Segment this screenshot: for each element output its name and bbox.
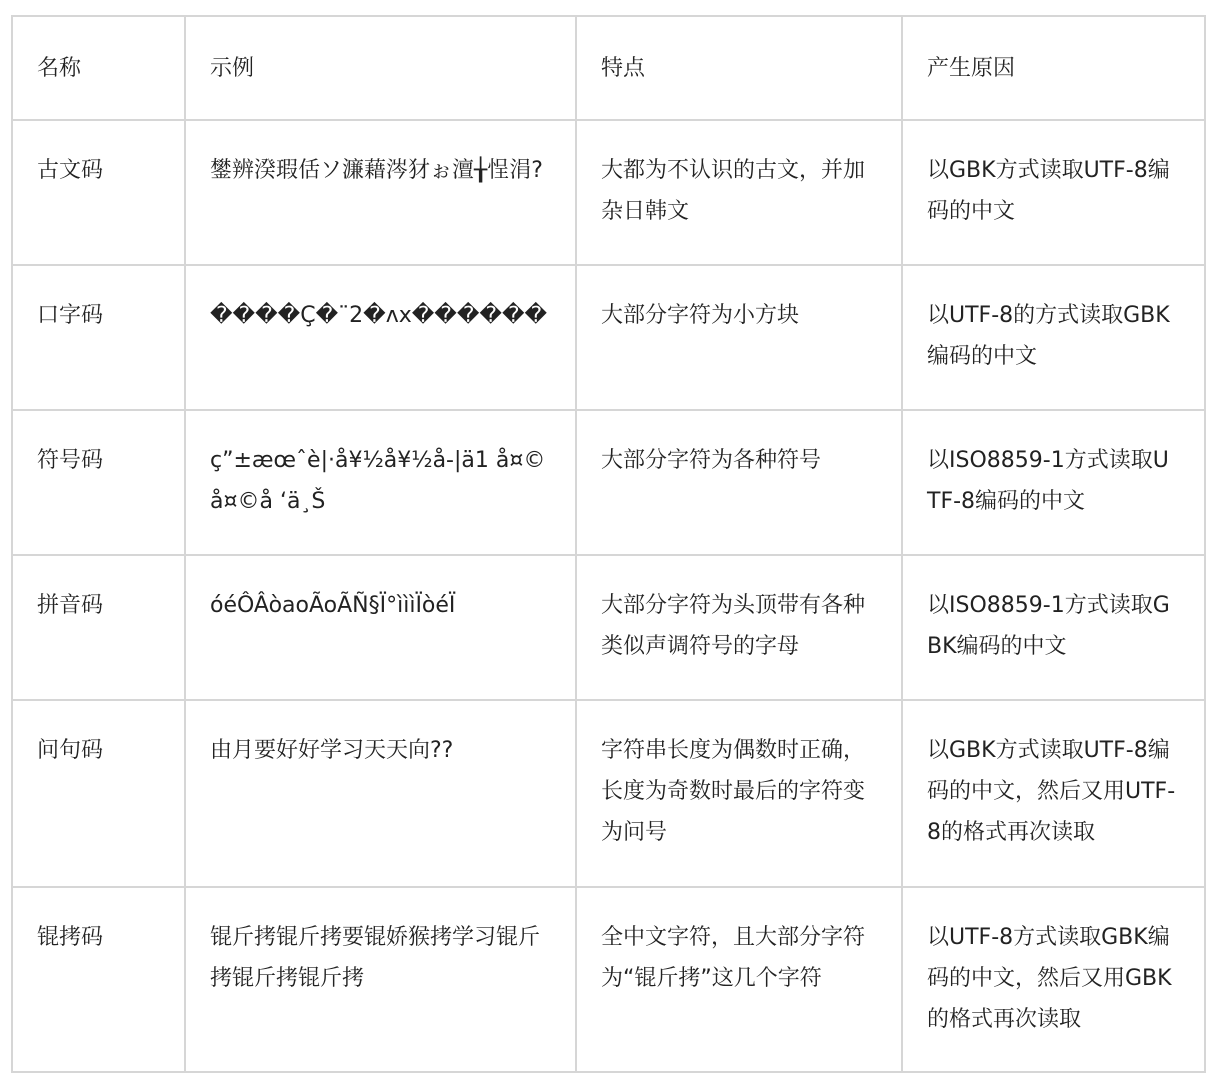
cell-name: 拼音码 [12, 555, 185, 700]
cell-example: ����Ç�¨2�ʌx������ [185, 265, 576, 410]
cell-feature: 大部分字符为小方块 [576, 265, 902, 410]
table-row [12, 265, 1205, 410]
cell-cause: 以UTF-8的方式读取GBK编码的中文 [902, 265, 1205, 410]
cell-feature: 全中文字符，且大部分字符为“锟斤拷”这几个字符 [576, 887, 902, 1072]
table-row [12, 120, 1205, 265]
cell-example: 鐢辨湀瑕佸ソ濂藉涔犲ぉ澶╁悜涓? [185, 120, 576, 265]
cell-feature: 大部分字符为头顶带有各种类似声调符号的字母 [576, 555, 902, 700]
table-header-row [12, 16, 1205, 120]
header-name: 名称 [12, 16, 185, 120]
cell-cause: 以GBK方式读取UTF-8编码的中文，然后又用UTF-8的格式再次读取 [902, 700, 1205, 887]
cell-example: 由月要好好学习天天向?? [185, 700, 576, 887]
cell-feature: 字符串长度为偶数时正确，长度为奇数时最后的字符变为问号 [576, 700, 902, 887]
cell-name: 符号码 [12, 410, 185, 555]
garbled-text-table-wrapper [11, 15, 1204, 1073]
header-cause: 产生原因 [902, 16, 1205, 120]
cell-feature: 大部分字符为各种符号 [576, 410, 902, 555]
header-feature: 特点 [576, 16, 902, 120]
cell-name: 古文码 [12, 120, 185, 265]
cell-cause: 以UTF-8方式读取GBK编码的中文，然后又用GBK的格式再次读取 [902, 887, 1205, 1072]
garbled-text-table [11, 15, 1206, 1073]
cell-cause: 以ISO8859-1方式读取UTF-8编码的中文 [902, 410, 1205, 555]
cell-name: 锟拷码 [12, 887, 185, 1072]
table-row [12, 700, 1205, 887]
table-row [12, 555, 1205, 700]
cell-cause: 以GBK方式读取UTF-8编码的中文 [902, 120, 1205, 265]
cell-feature: 大都为不认识的古文，并加杂日韩文 [576, 120, 902, 265]
cell-name: 问句码 [12, 700, 185, 887]
table-row [12, 410, 1205, 555]
table-row [12, 887, 1205, 1072]
cell-cause: 以ISO8859-1方式读取GBK编码的中文 [902, 555, 1205, 700]
header-example: 示例 [185, 16, 576, 120]
cell-example: 锟斤拷锟斤拷要锟娇猴拷学习锟斤拷锟斤拷锟斤拷 [185, 887, 576, 1072]
cell-example: ç”±æœˆè|·å¥½å¥½å-|ä1 å¤©å¤©å ‘ä¸Š [185, 410, 576, 555]
cell-name: 口字码 [12, 265, 185, 410]
cell-example: óéÔÂòaoÃoÃÑ§Ï°ìììÏòéÏ [185, 555, 576, 700]
